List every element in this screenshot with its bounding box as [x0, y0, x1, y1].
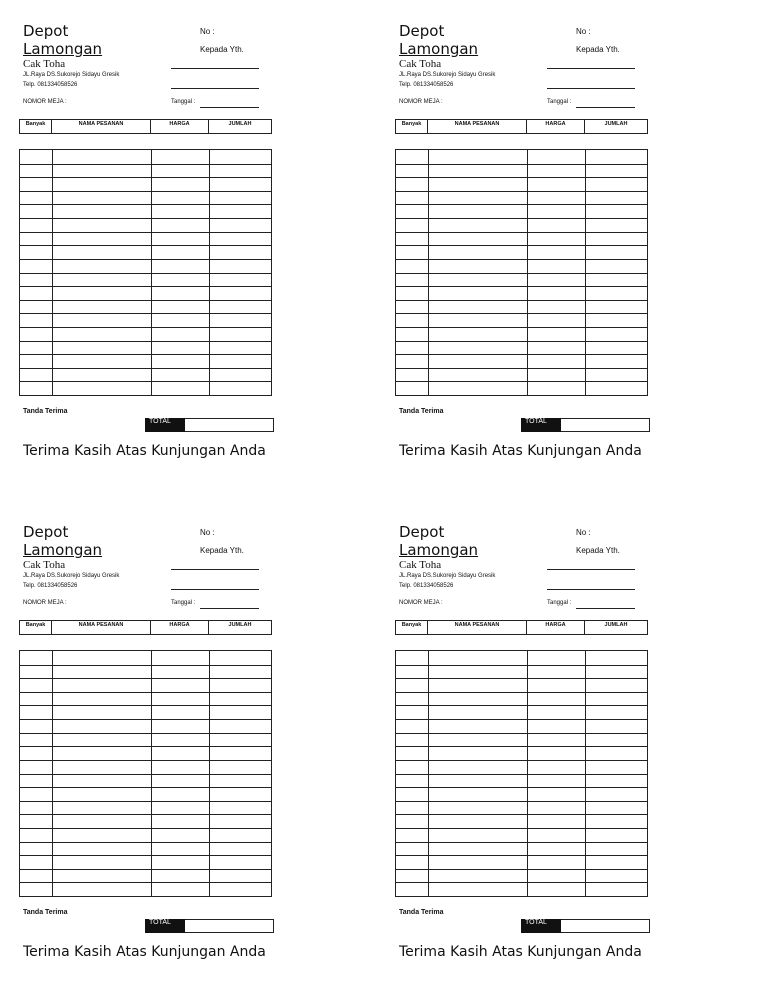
owner-name: Cak Toha — [23, 559, 66, 571]
row-divider — [396, 191, 647, 192]
row-divider — [20, 218, 271, 219]
owner-name: Cak Toha — [23, 58, 66, 70]
order-table-body — [19, 650, 272, 897]
order-table-header — [19, 620, 272, 635]
recipient-line-1 — [171, 68, 259, 69]
row-divider — [20, 177, 271, 178]
total-box — [145, 919, 274, 933]
invoice-number-label: No : — [200, 27, 215, 36]
row-divider — [20, 774, 271, 775]
shop-phone: Telp. 081334058526 — [23, 583, 78, 589]
row-divider — [20, 869, 271, 870]
date-label: Tanggal : — [547, 99, 572, 105]
row-divider — [396, 692, 647, 693]
recipient-line-1 — [547, 569, 635, 570]
row-divider — [20, 381, 271, 382]
shop-title-line2: Lamongan — [399, 541, 479, 559]
column-header-price: HARGA — [151, 120, 209, 133]
row-divider — [20, 842, 271, 843]
order-table-body — [395, 650, 648, 897]
column-header-price: HARGA — [151, 621, 209, 634]
row-divider — [396, 259, 647, 260]
row-divider — [396, 774, 647, 775]
recipient-line-1 — [171, 569, 259, 570]
row-divider — [20, 787, 271, 788]
column-header-qty: Banyak — [20, 621, 52, 634]
row-divider — [20, 855, 271, 856]
shop-phone: Telp. 081334058526 — [399, 82, 454, 88]
row-divider — [396, 733, 647, 734]
row-divider — [396, 855, 647, 856]
row-divider — [20, 368, 271, 369]
row-divider — [396, 177, 647, 178]
row-divider — [20, 692, 271, 693]
column-header-item: NAMA PESANAN — [428, 621, 527, 634]
row-divider — [396, 746, 647, 747]
thank-you-message: Terima Kasih Atas Kunjungan Anda — [23, 944, 266, 960]
row-divider — [20, 828, 271, 829]
total-box — [521, 418, 650, 432]
row-divider — [20, 245, 271, 246]
column-header-item: NAMA PESANAN — [428, 120, 527, 133]
recipient-label: Kepada Yth. — [200, 546, 244, 555]
order-table-header — [395, 620, 648, 635]
row-divider — [20, 232, 271, 233]
recipient-line-2 — [547, 589, 635, 590]
shop-phone: Telp. 081334058526 — [399, 583, 454, 589]
date-label: Tanggal : — [547, 600, 572, 606]
column-header-amount: JUMLAH — [228, 121, 252, 127]
column-header-price: HARGA — [527, 621, 585, 634]
total-box — [145, 418, 274, 432]
column-header-amount: JUMLAH — [604, 622, 628, 628]
row-divider — [396, 300, 647, 301]
row-divider — [396, 313, 647, 314]
table-number-label: NOMOR MEJA : — [23, 600, 67, 606]
order-table-body — [19, 149, 272, 396]
invoice-number-label: No : — [576, 27, 591, 36]
receipt-signature-label: Tanda Terima — [399, 408, 444, 415]
date-line — [576, 107, 635, 108]
column-header-item: NAMA PESANAN — [52, 120, 151, 133]
recipient-line-2 — [547, 88, 635, 89]
recipient-label: Kepada Yth. — [200, 45, 244, 54]
thank-you-message: Terima Kasih Atas Kunjungan Anda — [399, 443, 642, 459]
row-divider — [20, 273, 271, 274]
shop-address: JL.Raya DS.Sukorejo Sidayu Gresik — [23, 72, 120, 78]
order-table-header — [395, 119, 648, 134]
row-divider — [20, 286, 271, 287]
date-line — [200, 107, 259, 108]
row-divider — [20, 678, 271, 679]
invoice-number-label: No : — [200, 528, 215, 537]
shop-title-line2: Lamongan — [399, 40, 479, 58]
row-divider — [396, 869, 647, 870]
row-divider — [20, 882, 271, 883]
receipt-signature-label: Tanda Terima — [23, 408, 68, 415]
row-divider — [20, 191, 271, 192]
row-divider — [396, 354, 647, 355]
shop-title-line1: Depot — [399, 22, 445, 40]
column-header-qty: Banyak — [396, 621, 428, 634]
row-divider — [20, 814, 271, 815]
receipt-bottom-right — [399, 523, 669, 983]
shop-title-line2: Lamongan — [23, 541, 103, 559]
owner-name: Cak Toha — [399, 58, 442, 70]
column-header-price: HARGA — [527, 120, 585, 133]
receipt-bottom-left — [23, 523, 293, 983]
shop-address: JL.Raya DS.Sukorejo Sidayu Gresik — [399, 573, 496, 579]
shop-phone: Telp. 081334058526 — [23, 82, 78, 88]
column-header-item: NAMA PESANAN — [52, 621, 151, 634]
row-divider — [20, 313, 271, 314]
total-label: TOTAL — [521, 919, 561, 933]
row-divider — [396, 705, 647, 706]
row-divider — [396, 828, 647, 829]
row-divider — [396, 286, 647, 287]
owner-name: Cak Toha — [399, 559, 442, 571]
receipt-top-right — [399, 22, 669, 482]
column-header-amount: JUMLAH — [604, 121, 628, 127]
receipt-signature-label: Tanda Terima — [23, 909, 68, 916]
receipt-top-left — [23, 22, 293, 482]
row-divider — [20, 733, 271, 734]
thank-you-message: Terima Kasih Atas Kunjungan Anda — [399, 944, 642, 960]
row-divider — [396, 232, 647, 233]
row-divider — [20, 760, 271, 761]
row-divider — [396, 814, 647, 815]
table-number-label: NOMOR MEJA : — [399, 99, 443, 105]
row-divider — [20, 300, 271, 301]
total-box — [521, 919, 650, 933]
date-label: Tanggal : — [171, 99, 196, 105]
date-label: Tanggal : — [171, 600, 196, 606]
row-divider — [396, 719, 647, 720]
recipient-line-2 — [171, 88, 259, 89]
row-divider — [20, 341, 271, 342]
row-divider — [396, 760, 647, 761]
row-divider — [20, 719, 271, 720]
row-divider — [396, 882, 647, 883]
row-divider — [396, 665, 647, 666]
row-divider — [20, 705, 271, 706]
date-line — [576, 608, 635, 609]
recipient-line-2 — [171, 589, 259, 590]
row-divider — [396, 204, 647, 205]
row-divider — [396, 842, 647, 843]
order-table-header — [19, 119, 272, 134]
shop-address: JL.Raya DS.Sukorejo Sidayu Gresik — [399, 72, 496, 78]
total-label: TOTAL — [521, 418, 561, 432]
total-label: TOTAL — [145, 418, 185, 432]
recipient-line-1 — [547, 68, 635, 69]
shop-title-line1: Depot — [399, 523, 445, 541]
recipient-label: Kepada Yth. — [576, 546, 620, 555]
row-divider — [396, 327, 647, 328]
shop-title-line1: Depot — [23, 22, 69, 40]
row-divider — [396, 381, 647, 382]
date-line — [200, 608, 259, 609]
row-divider — [396, 368, 647, 369]
receipt-signature-label: Tanda Terima — [399, 909, 444, 916]
shop-title-line1: Depot — [23, 523, 69, 541]
shop-address: JL.Raya DS.Sukorejo Sidayu Gresik — [23, 573, 120, 579]
shop-title-line2: Lamongan — [23, 40, 103, 58]
row-divider — [20, 259, 271, 260]
row-divider — [396, 678, 647, 679]
row-divider — [396, 218, 647, 219]
row-divider — [20, 204, 271, 205]
thank-you-message: Terima Kasih Atas Kunjungan Anda — [23, 443, 266, 459]
row-divider — [20, 164, 271, 165]
recipient-label: Kepada Yth. — [576, 45, 620, 54]
row-divider — [396, 273, 647, 274]
order-table-body — [395, 149, 648, 396]
row-divider — [20, 354, 271, 355]
column-header-amount: JUMLAH — [228, 622, 252, 628]
row-divider — [396, 787, 647, 788]
total-label: TOTAL — [145, 919, 185, 933]
row-divider — [20, 746, 271, 747]
row-divider — [396, 801, 647, 802]
row-divider — [396, 341, 647, 342]
table-number-label: NOMOR MEJA : — [23, 99, 67, 105]
row-divider — [396, 245, 647, 246]
row-divider — [20, 801, 271, 802]
row-divider — [20, 327, 271, 328]
column-header-qty: Banyak — [20, 120, 52, 133]
table-number-label: NOMOR MEJA : — [399, 600, 443, 606]
column-header-qty: Banyak — [396, 120, 428, 133]
row-divider — [396, 164, 647, 165]
invoice-number-label: No : — [576, 528, 591, 537]
row-divider — [20, 665, 271, 666]
